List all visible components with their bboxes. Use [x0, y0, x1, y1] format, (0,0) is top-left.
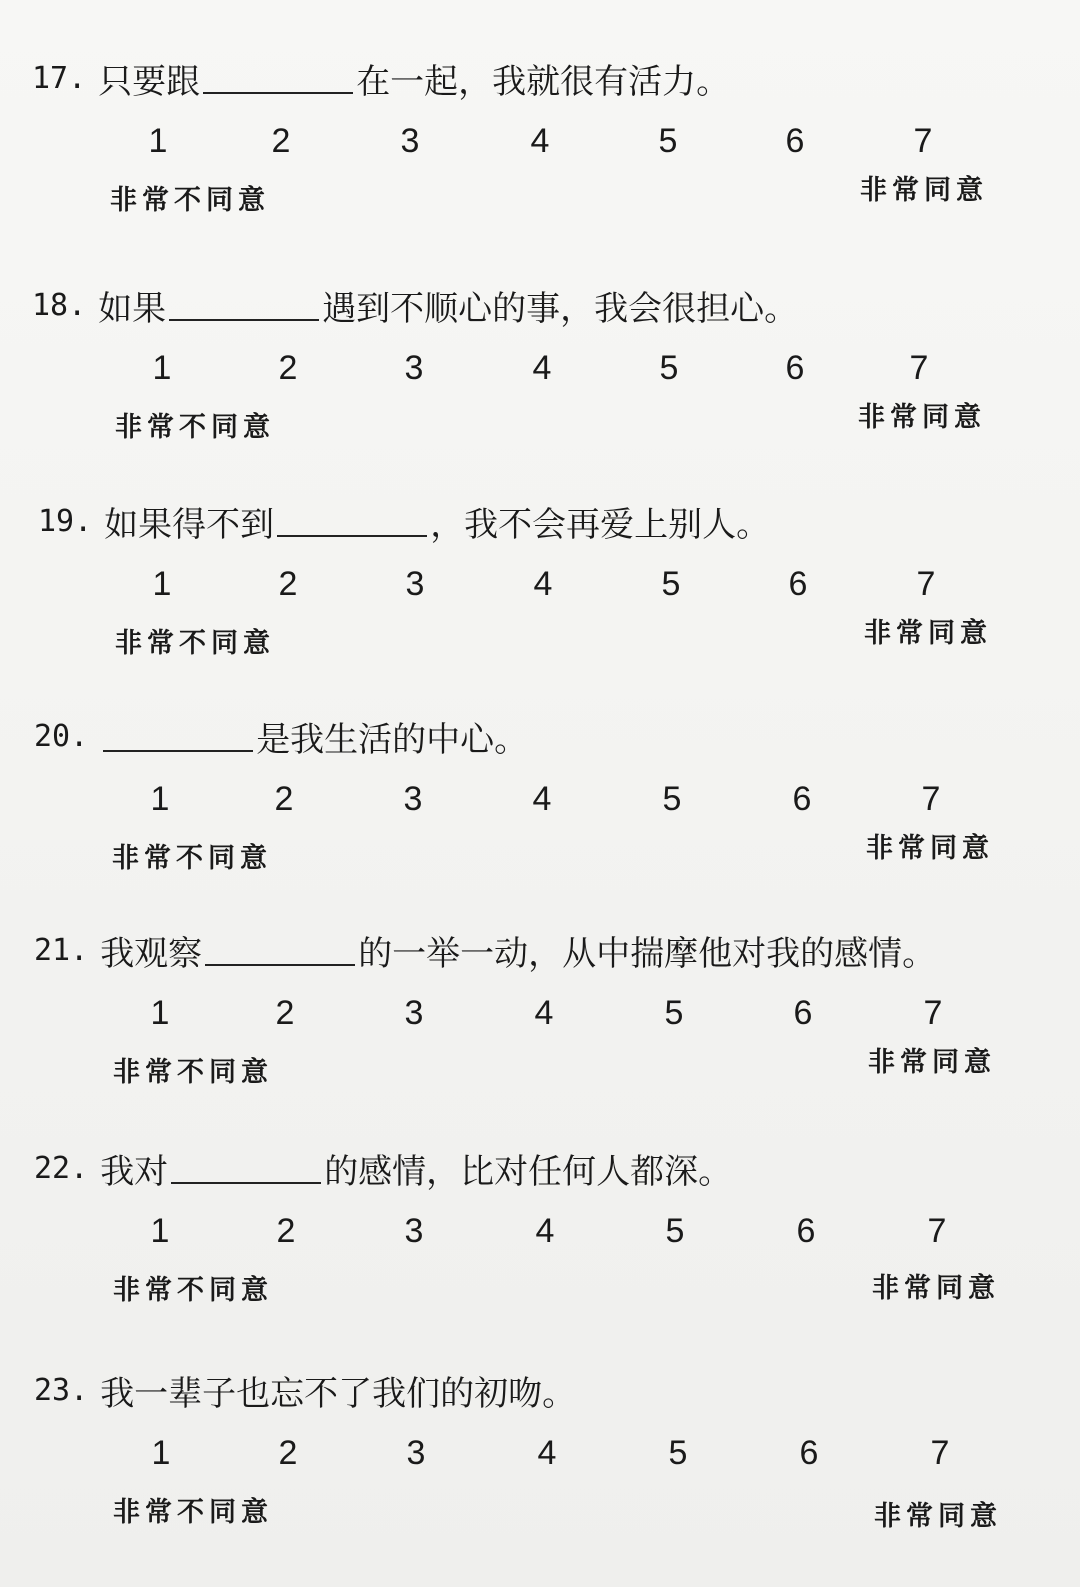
- scale-option-5[interactable]: 5: [661, 565, 681, 603]
- question-text: [100, 712, 528, 761]
- question-text: [98, 281, 798, 330]
- question-number: 22.: [34, 1150, 89, 1186]
- scale-option-7[interactable]: 7: [927, 1212, 947, 1250]
- scale-option-4[interactable]: 4: [530, 122, 550, 160]
- scale-option-2[interactable]: 2: [271, 122, 291, 160]
- scale-option-4[interactable]: 4: [534, 994, 554, 1032]
- question-number: 21.: [34, 932, 89, 968]
- scale-option-7[interactable]: 7: [909, 349, 929, 387]
- scale-option-4[interactable]: 4: [533, 565, 553, 603]
- scale-option-3[interactable]: 3: [404, 1212, 424, 1250]
- scale-option-2[interactable]: 2: [276, 1212, 296, 1250]
- scale-option-2[interactable]: 2: [275, 994, 295, 1032]
- question-text-after: ，我不会再爱上别人。: [430, 504, 771, 545]
- scale-option-3[interactable]: 3: [404, 994, 424, 1032]
- scale-label-strongly-agree: 非常同意: [860, 175, 988, 206]
- scale-option-7[interactable]: 7: [930, 1434, 950, 1472]
- rating-scale: [0, 994, 1080, 1044]
- scale-label-strongly-agree: 非常同意: [872, 1273, 1000, 1304]
- question-text-before: 如果得不到: [104, 504, 275, 545]
- scale-option-3[interactable]: 3: [406, 1434, 426, 1472]
- scale-label-strongly-disagree: 非常不同意: [112, 843, 272, 874]
- scale-option-6[interactable]: 6: [793, 994, 813, 1032]
- fill-in-blank[interactable]: [277, 505, 427, 537]
- scale-option-3[interactable]: 3: [405, 565, 425, 603]
- scale-option-7[interactable]: 7: [923, 994, 943, 1032]
- scale-option-5[interactable]: 5: [668, 1434, 688, 1472]
- rating-scale: [0, 122, 1080, 172]
- scale-option-4[interactable]: 4: [537, 1434, 557, 1472]
- question-text-before: 我观察: [100, 933, 203, 974]
- scale-label-strongly-agree: 非常同意: [868, 1047, 996, 1078]
- scale-option-7[interactable]: 7: [913, 122, 933, 160]
- question-item-17: [0, 50, 1080, 264]
- scale-label-strongly-disagree: 非常不同意: [113, 1057, 273, 1088]
- question-item-19: [0, 493, 1080, 707]
- question-text-before: 我对: [100, 1151, 169, 1192]
- scale-option-1[interactable]: 1: [150, 1212, 170, 1250]
- fill-in-blank[interactable]: [171, 1152, 321, 1184]
- fill-in-blank[interactable]: [203, 62, 353, 94]
- scale-option-5[interactable]: 5: [658, 122, 678, 160]
- scale-option-5[interactable]: 5: [665, 1212, 685, 1250]
- rating-scale: [0, 349, 1080, 399]
- scale-option-1[interactable]: 1: [148, 122, 168, 160]
- scale-option-4[interactable]: 4: [532, 780, 552, 818]
- fill-in-blank[interactable]: [103, 720, 253, 752]
- scale-option-6[interactable]: 6: [785, 349, 805, 387]
- question-number: 17.: [32, 60, 87, 96]
- question-item-22: [0, 1140, 1080, 1354]
- scale-option-4[interactable]: 4: [532, 349, 552, 387]
- scale-option-3[interactable]: 3: [400, 122, 420, 160]
- rating-scale: [0, 1212, 1080, 1262]
- scale-label-strongly-disagree: 非常不同意: [113, 1275, 273, 1306]
- rating-scale: [0, 780, 1080, 830]
- scale-label-strongly-agree: 非常同意: [874, 1501, 1002, 1532]
- scale-option-3[interactable]: 3: [403, 780, 423, 818]
- question-number: 20.: [34, 718, 89, 754]
- scale-option-5[interactable]: 5: [659, 349, 679, 387]
- scale-option-2[interactable]: 2: [274, 780, 294, 818]
- question-line: [32, 50, 730, 106]
- question-text: [100, 1366, 576, 1415]
- rating-scale: [0, 565, 1080, 615]
- question-text-after: 遇到不顺心的事，我会很担心。: [322, 288, 799, 329]
- question-item-20: [0, 708, 1080, 922]
- scale-option-6[interactable]: 6: [788, 565, 808, 603]
- question-text: [98, 54, 730, 103]
- scale-option-2[interactable]: 2: [278, 565, 298, 603]
- question-number: 18.: [32, 287, 87, 323]
- scale-option-1[interactable]: 1: [151, 1434, 171, 1472]
- question-text-before: 我一辈子也忘不了我们的初吻。: [100, 1373, 577, 1414]
- scale-option-6[interactable]: 6: [796, 1212, 816, 1250]
- question-line: [32, 277, 798, 333]
- scale-option-5[interactable]: 5: [664, 994, 684, 1032]
- scale-option-1[interactable]: 1: [152, 349, 172, 387]
- question-text-before: 如果: [98, 288, 167, 329]
- scale-label-strongly-agree: 非常同意: [858, 402, 986, 433]
- scale-option-3[interactable]: 3: [404, 349, 424, 387]
- question-text-before: 只要跟: [98, 61, 201, 102]
- scale-option-1[interactable]: 1: [150, 780, 170, 818]
- scale-label-strongly-disagree: 非常不同意: [115, 628, 275, 659]
- question-line: [34, 1140, 732, 1196]
- question-text-after: 在一起，我就很有活力。: [356, 61, 731, 102]
- question-text-after: 的感情，比对任何人都深。: [324, 1151, 733, 1192]
- question-number: 19.: [38, 503, 93, 539]
- scale-option-7[interactable]: 7: [916, 565, 936, 603]
- question-line: [34, 708, 528, 764]
- question-line: [34, 1362, 576, 1418]
- question-line: [38, 493, 770, 549]
- question-text-after: 的一举一动，从中揣摩他对我的感情。: [358, 933, 937, 974]
- scale-option-6[interactable]: 6: [792, 780, 812, 818]
- fill-in-blank[interactable]: [205, 934, 355, 966]
- question-text-after: 是我生活的中心。: [256, 719, 529, 760]
- scale-option-1[interactable]: 1: [150, 994, 170, 1032]
- fill-in-blank[interactable]: [169, 289, 319, 321]
- question-text: [100, 1144, 732, 1193]
- scale-label-strongly-disagree: 非常不同意: [115, 412, 275, 443]
- question-item-18: [0, 277, 1080, 491]
- scale-option-7[interactable]: 7: [921, 780, 941, 818]
- question-item-23: [0, 1362, 1080, 1576]
- scale-label-strongly-agree: 非常同意: [866, 833, 994, 864]
- scale-option-4[interactable]: 4: [535, 1212, 555, 1250]
- scale-option-2[interactable]: 2: [278, 1434, 298, 1472]
- scale-label-strongly-agree: 非常同意: [864, 618, 992, 649]
- scale-option-5[interactable]: 5: [662, 780, 682, 818]
- question-text: [104, 497, 770, 546]
- rating-scale: [0, 1434, 1080, 1484]
- scale-label-strongly-disagree: 非常不同意: [113, 1497, 273, 1528]
- scale-label-strongly-disagree: 非常不同意: [110, 185, 270, 216]
- scale-option-2[interactable]: 2: [278, 349, 298, 387]
- question-item-21: [0, 922, 1080, 1136]
- question-text: [100, 926, 936, 975]
- scale-option-6[interactable]: 6: [799, 1434, 819, 1472]
- question-line: [34, 922, 936, 978]
- scale-option-1[interactable]: 1: [152, 565, 172, 603]
- scale-option-6[interactable]: 6: [785, 122, 805, 160]
- question-number: 23.: [34, 1372, 89, 1408]
